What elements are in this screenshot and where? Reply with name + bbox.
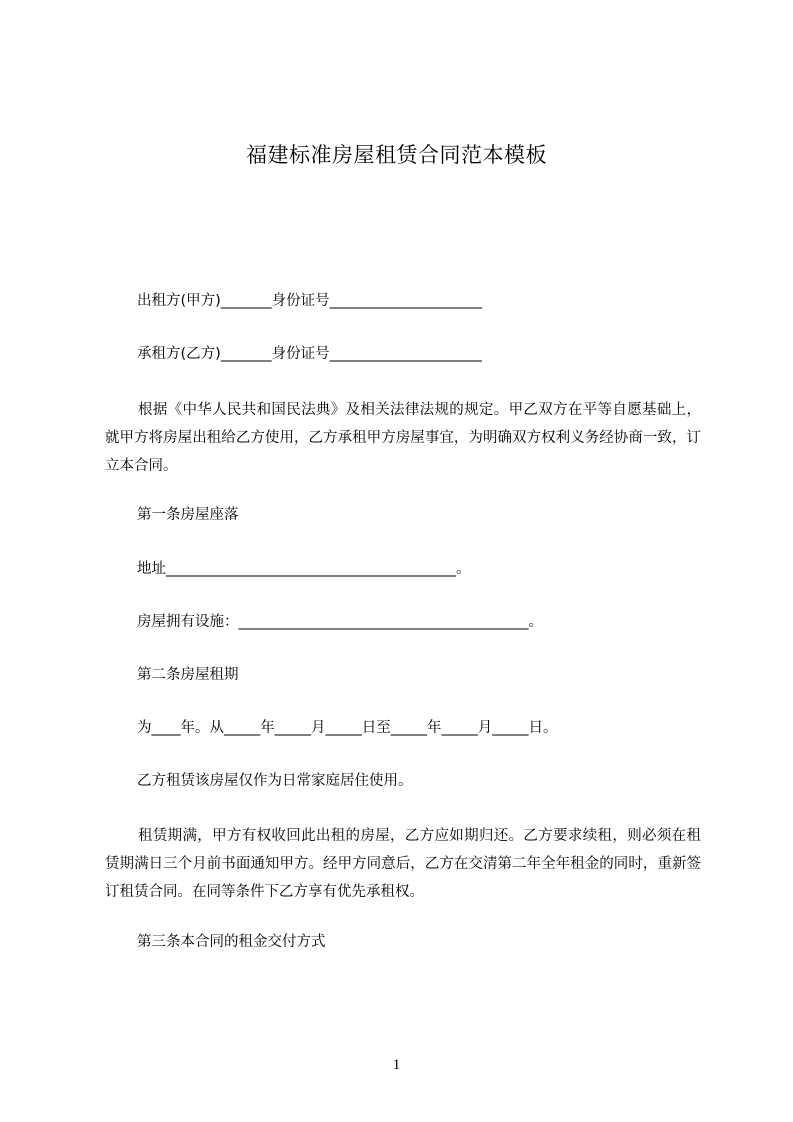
use-line: 乙方租赁该房屋仅作为日常家庭居住使用。	[137, 773, 413, 789]
facilities-line: 房屋拥有设施：________________________________________。	[137, 614, 543, 630]
lessor-line: 出租方(甲方)_______身份证号_____________________	[137, 293, 482, 309]
address-line: 地址________________________________________。	[137, 561, 471, 577]
document-title: 福建标准房屋租赁合同范本模板	[246, 143, 547, 167]
preamble-paragraph: 根据《中华人民共和国民法典》及相关法律法规的规定。甲乙双方在平等自愿基础上，就甲方将房屋出租给乙方使用，乙方承租甲方房屋事宜，为明确双方权利义务经协商一致，订立本合同。	[105, 402, 701, 474]
article-1-heading: 第一条房屋座落	[137, 507, 239, 523]
renewal-paragraph: 租赁期满，甲方有权收回此出租的房屋，乙方应如期归还。乙方要求续租，则必须在租赁期满日三个月前书面通知甲方。经甲方同意后，乙方在交清第二年全年租金的同时，重新签订租赁合同。在同等条件下乙方享有优先承租权。	[105, 828, 701, 900]
article-2-heading: 第二条房屋租期	[137, 667, 239, 683]
article-3-heading: 第三条本合同的租金交付方式	[137, 934, 326, 950]
lessee-line: 承租方(乙方)_______身份证号_____________________	[137, 346, 482, 362]
page-number: 1	[392, 1057, 401, 1073]
term-line: 为____年。从_____年_____月_____日至_____年_____月_____日。	[137, 720, 558, 736]
